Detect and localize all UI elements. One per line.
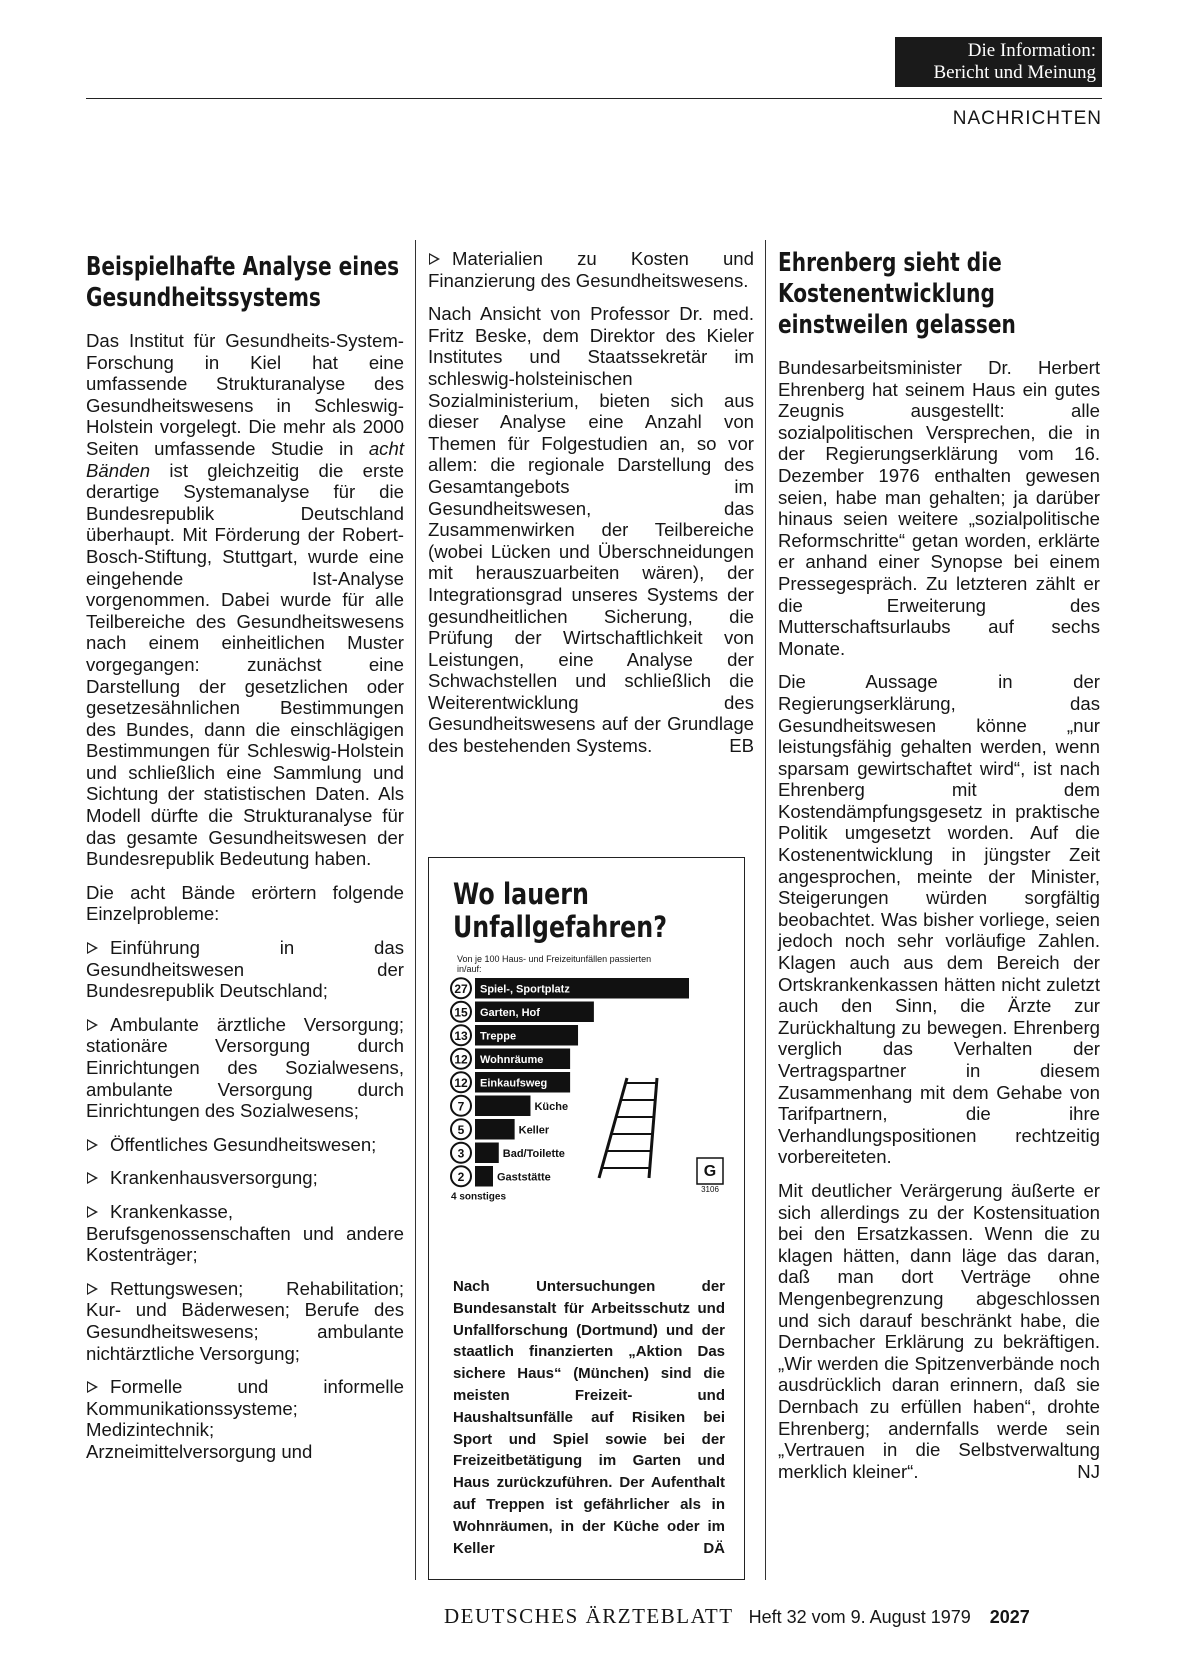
accident-chart [449, 968, 729, 1203]
triangle-bullet-icon [86, 1282, 100, 1296]
list-item [86, 1278, 404, 1364]
category-label: Treppe [480, 1030, 517, 1043]
header-rule [86, 98, 1102, 99]
infobox [428, 857, 745, 1580]
article1-paragraph [428, 303, 754, 756]
section-box-line1: Die Information: [967, 40, 1096, 61]
article2-signature: NJ [1077, 1460, 1100, 1482]
article1-column [86, 252, 404, 1475]
infobox-text [453, 1276, 725, 1559]
list-item-text: Öffentliches Gesundheitswesen; [110, 1133, 377, 1155]
list-item [86, 1376, 404, 1462]
triangle-bullet-icon [86, 1018, 100, 1032]
category-label: NACHRICHTEN [952, 108, 1102, 129]
data-label: 12 [454, 1052, 468, 1067]
triangle-bullet-icon [86, 1380, 100, 1394]
category-label: Küche [534, 1100, 569, 1113]
page-footer [444, 1604, 1030, 1629]
chart-bar [475, 1166, 493, 1187]
list-item-text: Einführung in das Gesundheitswesen der Bundesrepublik Deutschland; [86, 937, 404, 1002]
data-label: 5 [457, 1122, 465, 1137]
article1-continued-column [428, 248, 754, 769]
article1-emphasis: acht Bänden [86, 437, 404, 481]
article1-text: Das Institut für Gesundheits-System-Forschung in Kiel hat eine umfassende Strukturanalyse des Gesundheitswesens in Schleswig-Holstein vorgelegt. Die mehr als 2000 Seiten umfassende Studie in [86, 330, 404, 459]
article1-signature: EB [729, 735, 754, 757]
list-item-text: Rettungswesen; Rehabilitation; Kur- und Bäderwesen; Berufe des Gesundheitswesens; ambulante nichtärztliche Versorgung; [86, 1277, 404, 1364]
list-item [428, 248, 754, 291]
page-number: 2027 [989, 1607, 1030, 1627]
list-item [86, 1167, 404, 1189]
triangle-bullet-icon [86, 1171, 100, 1185]
data-label: 27 [454, 981, 468, 996]
article1-headline: Beispielhafte Analyse eines Gesundheitssystems [86, 252, 400, 313]
ladder-rail-icon [599, 1078, 627, 1178]
list-item-text: Formelle und informelle Kommunikationssysteme; Medizintechnik; Arzneimittelversorgung und [86, 1376, 404, 1462]
list-item [86, 1014, 404, 1122]
list-item-text: Krankenkasse, Berufsgenossenschaften und andere Kostenträger; [86, 1200, 404, 1266]
data-label: 7 [457, 1099, 465, 1114]
infobox-title: Wo lauern Unfallgefahren? [453, 877, 667, 944]
magazine-name: DEUTSCHES ÄRZTEBLATT [444, 1604, 734, 1628]
section-box [895, 37, 1102, 87]
category-label: Spiel-, Sportplatz [480, 983, 570, 996]
article1-paragraph: Die acht Bände erörtern folgende Einzelprobleme: [86, 881, 404, 925]
chart-subtitle: Von je 100 Haus- und Freizeitunfällen passierten in/auf: [457, 954, 652, 974]
issue-info: Heft 32 vom 9. August 1979 [748, 1607, 971, 1627]
infobox-body: Nach Untersuchungen der Bundesanstalt für Arbeitsschutz und Unfallforschung (Dortmund) und der staatlich finanzierten „Aktion Das sichere Haus“ (München) sind die meisten Freizeit- und Haushaltsunfälle auf Risiken bei Sport und Spiel sowie bei der Freizeitbetätigung im Garten und Haus zurückzuführen. Der Aufenthalt auf Treppen ist gefährlicher als in Wohnräumen, in der Küche oder im Keller [453, 1278, 725, 1557]
chart-bar [475, 1119, 515, 1140]
article2-paragraph: Bundesarbeitsminister Dr. Herbert Ehrenberg hat seinem Haus ein gutes Zeugnis ausgestellt: alle sozialpolitischen Versprechen, die in der Regierungserklärung vom 16. Dezember 1976 enthalten gewesen seien, habe man gehalten; ja darüber hinaus seien weitere „sozialpolitische Reformschritte“ getan worden, erklärte er anhand einer Synopse bei einem Pressegespräch. Zu letzteren zählt er die Erweiterung des Mutterschaftsurlaubs auf sechs Monate. [778, 357, 1100, 659]
list-item-text: Krankenhausversorgung; [110, 1167, 318, 1189]
list-item [86, 937, 404, 1002]
data-label: 15 [454, 1005, 468, 1020]
chart-bar [475, 1143, 499, 1164]
triangle-bullet-icon [86, 941, 100, 955]
column-divider-left [415, 240, 416, 1580]
section-box-line2: Bericht und Meinung [933, 62, 1096, 83]
list-item-text: Materialien zu Kosten und Finanzierung des Gesundheitswesens. [428, 248, 754, 291]
category-label: Gaststätte [497, 1171, 551, 1184]
article2-text: Mit deutlicher Verärgerung äußerte er sich allerdings zu der Kostensituation bei den Ersatzkassen. Wenn die zu klagen hätten, dann läge das daran, daß man dort Verträge ohne Mengenbegrenzung abgeschlossen und sich darauf beschränkt habe, die Dernbacher Erklärung zu bekräftigen. „Wir werden die Spitzenverbände noch ausdrücklich daran erinnern, daß sie Dernbach zu erfüllen haben“, drohte Ehrenberg; andernfalls werde sein „Vertrauen in die Selbstverwaltung merklich kleiner“. [778, 1179, 1100, 1482]
article2-paragraph: Die Aussage in der Regierungserklärung, das Gesundheitswesen könne „nur leistungsfähig gehalten werden, wenn sparsam gewirtschaftet wird“, ist nach Ehrenberg mit dem Kostendämpfungsgesetz in praktische Politik umgesetzt worden. Auf die Kostenentwicklung in jüngster Zeit angesprochen, meinte der Minister, Steigerungen würden sorgfältig beobachtet. Was bisher vorliege, seien jedoch noch sehr vorläufige Zahlen. Klagen auch aus dem Bereich der Ortskrankenkassen hätten nicht zuletzt auch den Sinn, die Ärzte zur Zurückhaltung zu bewegen. Ehrenberg verglich das Verhalten der Vertragspartner in diesem Zusammenhang mit dem Gehabe von Tarifpartnern, die ihre Verhandlungspositionen rechtzeitig vorbereiteten. [778, 671, 1100, 1168]
article2-paragraph [778, 1180, 1100, 1482]
badge-number: 3106 [701, 1185, 719, 1194]
article1-paragraph [86, 330, 404, 870]
category-label: Keller [518, 1124, 550, 1137]
triangle-bullet-icon [428, 252, 442, 266]
list-item-text: Ambulante ärztliche Versorgung; stationäre Versorgung durch Einrichtungen des Sozialwesens, ambulante Versorgung durch Einrichtungen des Sozialwesens; [86, 1013, 404, 1122]
category-label: Einkaufsweg [480, 1077, 548, 1090]
article1-text: Nach Ansicht von Professor Dr. med. Fritz Beske, dem Direktor des Kieler Institutes und Staatssekretär im schleswig-holsteinischen Sozialministerium, bieten sich aus dieser Analyse eine Anzahl von Themen für Folgestudien an, so vor allem: die regionale Darstellung des Gesamtangebots im Gesundheitswesen, das Zusammenwirken der Teilbereiche (wobei Lücken und Überschneidungen mit herauszuarbeiten wären), der Integrationsgrad unseres Systems der gesundheitlichen Sicherung, die Prüfung der Wirtschaftlichkeit von Leistungen, eine Analyse der Schwachstellen und schließlich die Weiterentwicklung des Gesundheitswesens auf der Grundlage des bestehenden Systems. [428, 303, 754, 757]
data-label: 13 [454, 1028, 468, 1043]
triangle-bullet-icon [86, 1205, 100, 1219]
list-item [86, 1201, 404, 1266]
ladder-rail-icon [649, 1078, 657, 1178]
column-divider-right [765, 240, 766, 1580]
category-label: Bad/Toilette [502, 1147, 565, 1160]
article2-column [778, 248, 1100, 1494]
data-label: 3 [457, 1146, 465, 1161]
list-item [86, 1134, 404, 1156]
article2-headline: Ehrenberg sieht die Kostenentwicklung einstweilen gelassen [778, 248, 1016, 340]
badge-logo: G [703, 1163, 717, 1180]
category-label: Wohnräume [480, 1053, 544, 1066]
data-label: 2 [457, 1169, 465, 1184]
infobox-signature: DÄ [703, 1539, 725, 1557]
category-label: Garten, Hof [480, 1006, 540, 1019]
data-label: 12 [454, 1075, 468, 1090]
article1-text: ist gleichzeitig die erste derartige Systemanalyse für die Bundesrepublik Deutschland überhaupt. Mit Förderung der Robert-Bosch-Stiftung, Stuttgart, wurde eine eingehende Ist-Analyse vorgenommen. Dabei wurde für alle Teilbereiche des Gesundheitswesens nach einem einheitlichen Muster vorgegangen: zunächst eine Darstellung der gesetzlichen oder gesetzesähnlichen Bestimmungen des Bundes, dann die einschlägigen Bestimmungen für Schleswig-Holstein und schließlich eine Sammlung und Sichtung der statistischen Daten. Als Modell dürfte die Strukturanalyse für das gesamte Gesundheitswesen der Bundesrepublik Bedeutung haben. [86, 459, 404, 870]
triangle-bullet-icon [86, 1138, 100, 1152]
chart-footnote: 4 sonstiges [451, 1191, 507, 1203]
chart-bar [475, 1096, 530, 1117]
